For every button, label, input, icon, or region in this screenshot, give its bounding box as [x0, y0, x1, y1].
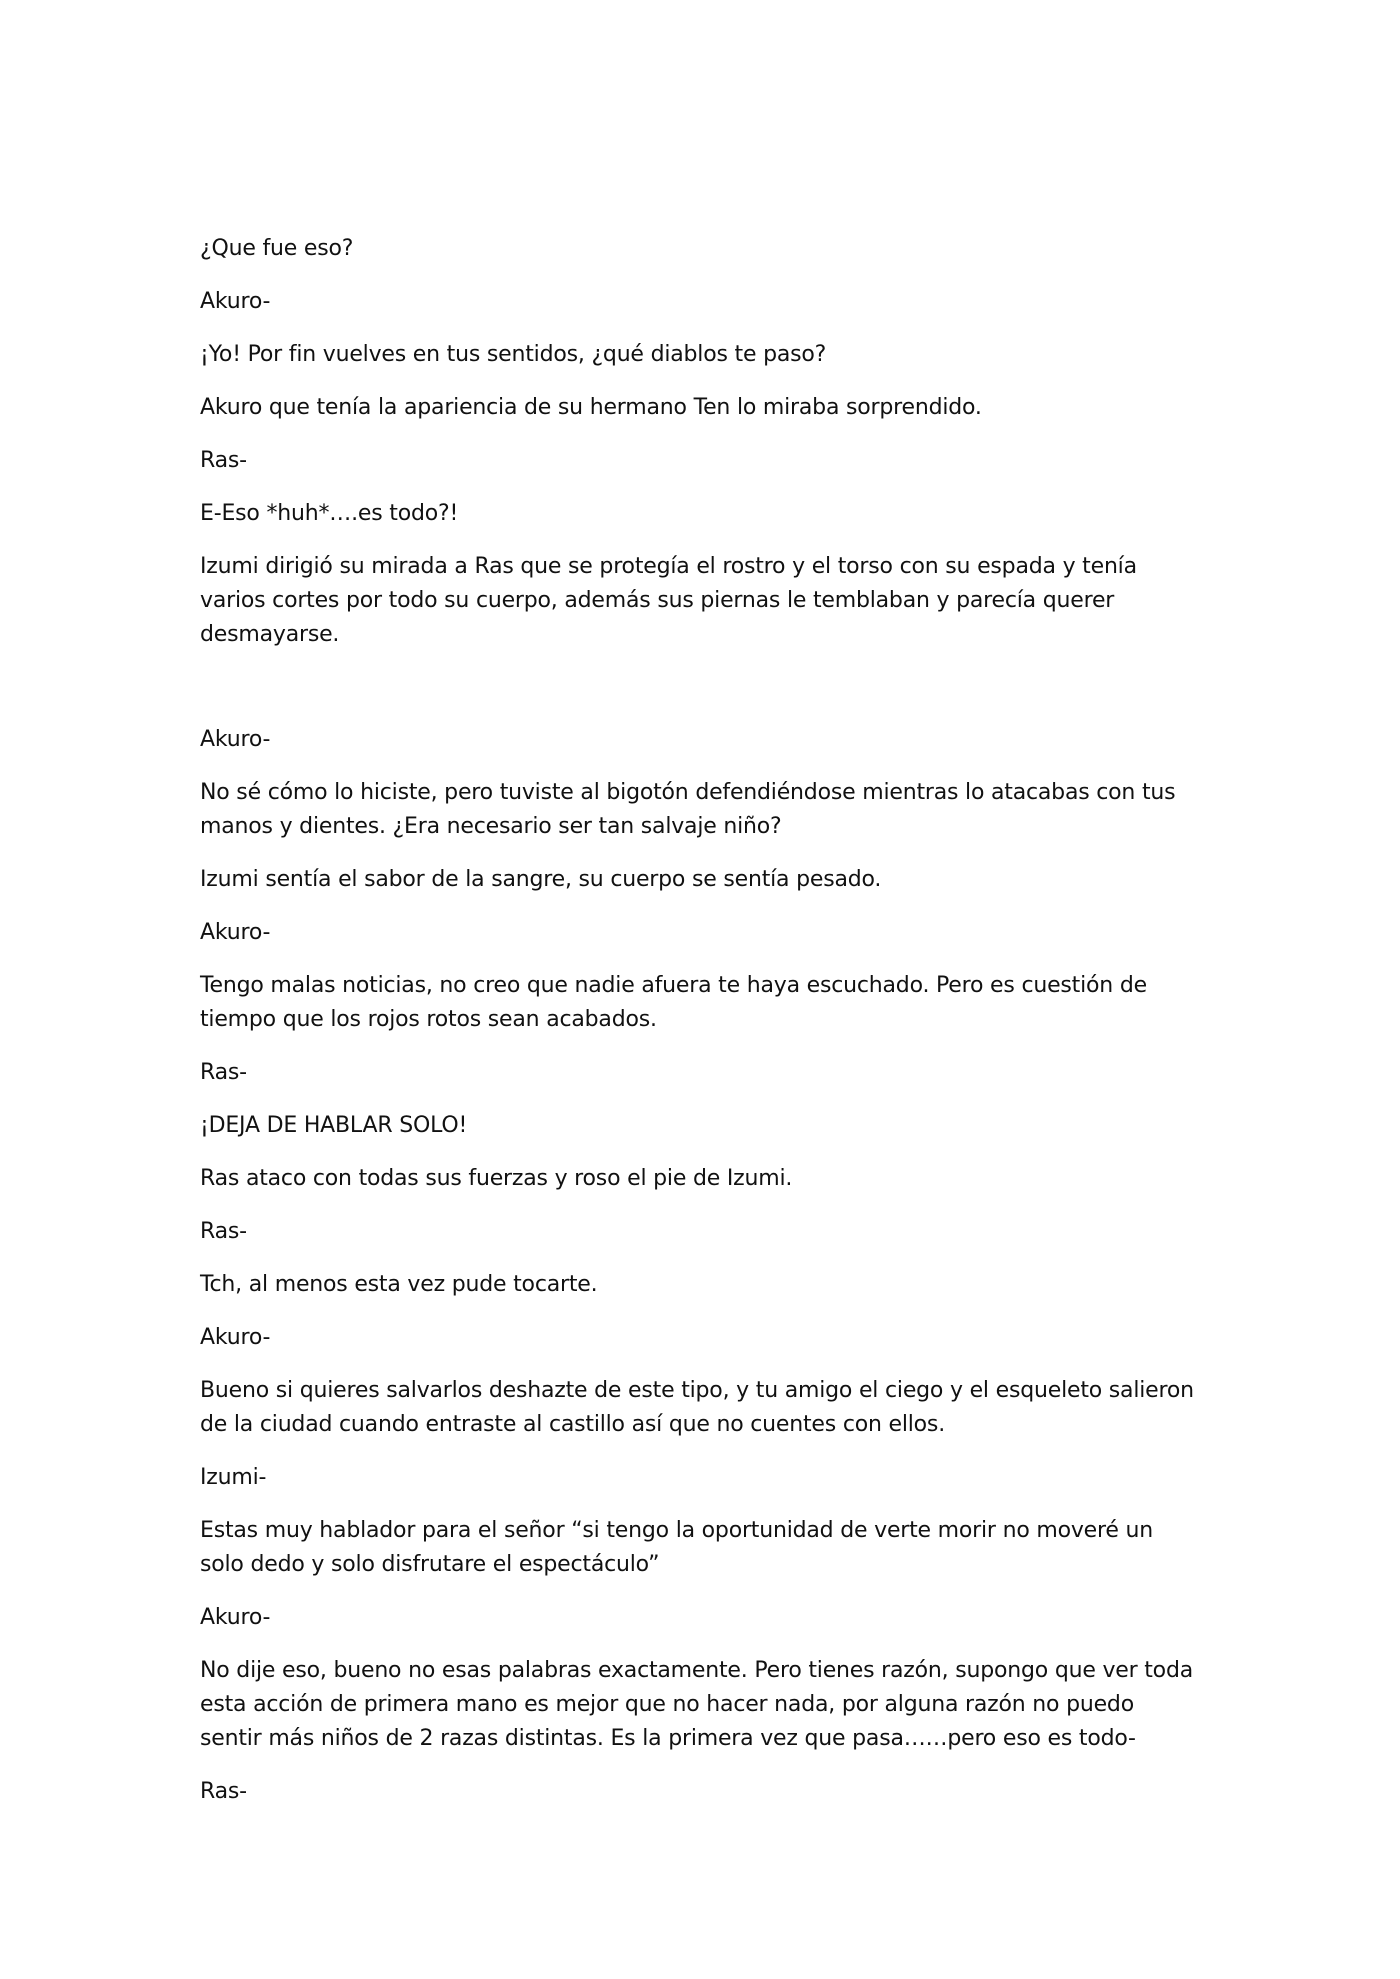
speaker-label: Ras-: [200, 1219, 247, 1244]
paragraph: Tch, al menos esta vez pude tocarte.: [200, 1272, 598, 1297]
paragraph: Tengo malas noticias, no creo que nadie afuera te haya escuchado. Pero es cuestión de tiempo que los rojos rotos sean acabados.: [200, 973, 1147, 1032]
speaker-label: Ras-: [200, 1060, 247, 1085]
speaker-label: Ras-: [200, 1779, 247, 1804]
document-body: [200, 232, 1200, 1828]
paragraph: No dije eso, bueno no esas palabras exactamente. Pero tienes razón, supongo que ver toda esta acción de primera mano es mejor que no hacer nada, por alguna razón no puedo sentir más niños de 2 razas distintas. Es la primera vez que pasa……pero eso es todo-: [200, 1658, 1193, 1751]
speaker-label: Akuro-: [200, 727, 271, 752]
speaker-label: Izumi-: [200, 1465, 267, 1490]
speaker-label: Akuro-: [200, 289, 271, 314]
paragraph: ¡DEJA DE HABLAR SOLO!: [200, 1113, 468, 1138]
paragraph: Akuro que tenía la apariencia de su hermano Ten lo miraba sorprendido.: [200, 395, 982, 420]
paragraph: Izumi dirigió su mirada a Ras que se protegía el rostro y el torso con su espada y tenía varios cortes por todo su cuerpo, además sus piernas le temblaban y parecía querer desmayarse.: [200, 554, 1137, 647]
paragraph: No sé cómo lo hiciste, pero tuviste al bigotón defendiéndose mientras lo atacabas con tus manos y dientes. ¿Era necesario ser tan salvaje niño?: [200, 780, 1176, 839]
paragraph: Bueno si quieres salvarlos deshazte de este tipo, y tu amigo el ciego y el esqueleto salieron de la ciudad cuando entraste al castillo así que no cuentes con ellos.: [200, 1378, 1194, 1437]
paragraph: Estas muy hablador para el señor “si tengo la oportunidad de verte morir no moveré un solo dedo y solo disfrutare el espectáculo”: [200, 1518, 1153, 1577]
paragraph: E-Eso *huh*….es todo?!: [200, 501, 459, 526]
paragraph: Ras ataco con todas sus fuerzas y roso el pie de Izumi.: [200, 1166, 793, 1191]
speaker-label: Akuro-: [200, 1325, 271, 1350]
paragraph: ¿Que fue eso?: [200, 236, 354, 261]
paragraph-gap: [200, 671, 1200, 723]
speaker-label: Akuro-: [200, 920, 271, 945]
speaker-label: Ras-: [200, 448, 247, 473]
paragraph: Izumi sentía el sabor de la sangre, su cuerpo se sentía pesado.: [200, 867, 882, 892]
paragraph: ¡Yo! Por fin vuelves en tus sentidos, ¿qué diablos te paso?: [200, 342, 827, 367]
speaker-label: Akuro-: [200, 1605, 271, 1630]
